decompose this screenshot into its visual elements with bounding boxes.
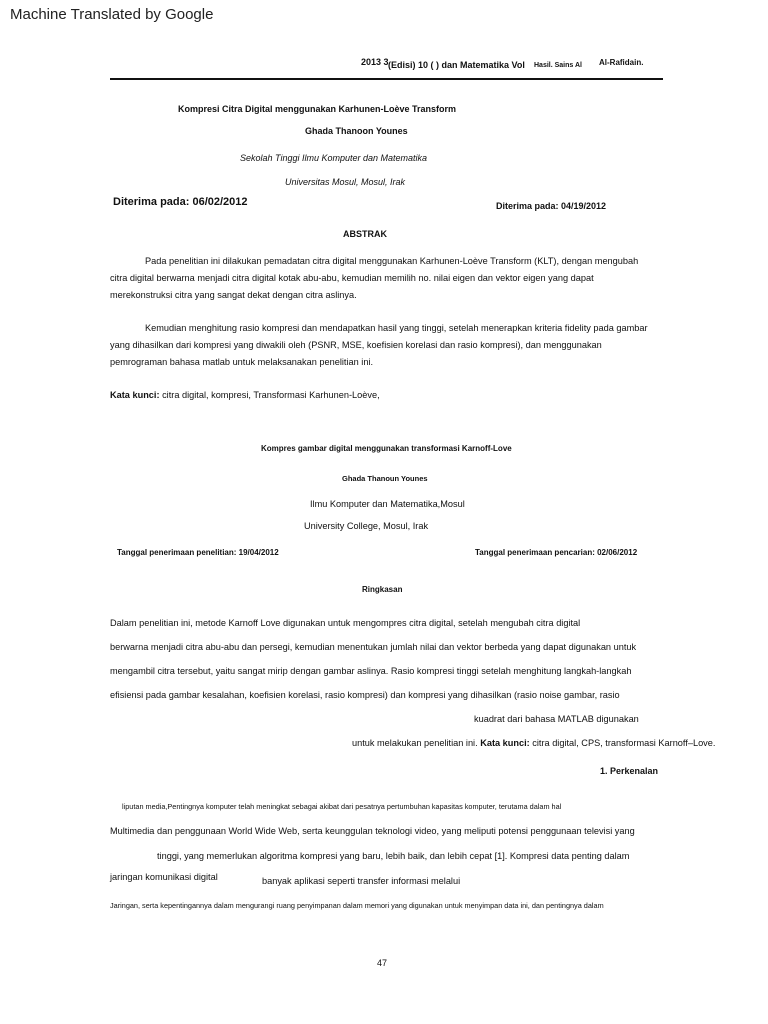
summary-line: Dalam penelitian ini, metode Karnoff Love digunakan untuk mengompres citra digital, setelah mengubah citra digital — [110, 618, 581, 628]
summary-heading: Ringkasan — [362, 585, 403, 594]
translated-affiliation-1 — [310, 499, 465, 509]
summary-last-line — [352, 738, 715, 748]
translated-affiliation-2: University College, Mosul, Irak — [304, 521, 429, 531]
header-journal-name: Al-Rafidain. — [599, 58, 644, 67]
summary-line: berwarna menjadi citra abu-abu dan persegi, kemudian menentukan jumlah nilai dan vektor berbeda yang dapat digunakan untuk — [110, 642, 637, 652]
abstract-line: Pada penelitian ini dilakukan pemadatan citra digital menggunakan Karhunen-Loève Transform (KLT), dengan mengubah — [145, 256, 639, 266]
intro-line: tinggi, yang memerlukan algoritma kompresi yang baru, lebih baik, dan lebih cepat [1]. Kompresi data penting dalam — [157, 851, 630, 861]
intro-line: jaringan komunikasi digital — [110, 872, 218, 882]
machine-translation-banner: Machine Translated by Google — [10, 6, 214, 23]
affiliation-line-2: Universitas Mosul, Mosul, Irak — [285, 177, 406, 187]
summary-line: mengambil citra tersebut, yaitu sangat mirip dengan gambar aslinya. Rasio kompresi tinggi setelah menghitung langkah-langkah — [110, 666, 632, 676]
keywords-text: citra digital, kompresi, Transformasi Karhunen-Loève, — [159, 390, 380, 400]
page-number: 47 — [377, 958, 388, 968]
abstract-line: citra digital berwarna menjadi citra digital kotak abu-abu, kemudian memilih no. nilai eigen dan vektor eigen yang dapat — [110, 273, 594, 283]
translated-title: Kompres gambar digital menggunakan transformasi Karnoff-Love — [261, 444, 512, 453]
translated-accepted-date: Tanggal penerimaan pencarian: 02/06/2012 — [475, 548, 638, 557]
header-year: 2013 3 — [361, 57, 389, 67]
summary-last-text: untuk melakukan penelitian ini. — [352, 738, 481, 748]
paper-author: Ghada Thanoon Younes — [305, 126, 408, 136]
summary-line: kuadrat dari bahasa MATLAB digunakan — [474, 714, 639, 724]
header-journal-fragment: Hasil. Sains Al — [534, 62, 582, 69]
translated-keywords-label: Kata kunci: — [480, 738, 530, 748]
header-rule — [110, 78, 663, 80]
translated-received-date: Tanggal penerimaan penelitian: 19/04/2012 — [117, 548, 279, 557]
abstract-line: Kemudian menghitung rasio kompresi dan mendapatkan hasil yang tinggi, setelah menerapkan kriteria fidelity pada gambar — [145, 323, 648, 333]
keywords-label: Kata kunci: — [110, 390, 160, 400]
intro-heading: 1. Perkenalan — [600, 766, 659, 776]
abstract-heading: ABSTRAK — [343, 229, 387, 239]
translated-keywords-text: citra digital, CPS, transformasi Karnoff–Love. — [529, 738, 716, 748]
translated-author: Ghada Thanoun Younes — [342, 474, 428, 483]
intro-line: banyak aplikasi seperti transfer informasi melalui — [262, 876, 461, 886]
affiliation-part-b: Matematika,Mosul — [390, 499, 465, 509]
intro-line: liputan media,Pentingnya komputer telah meningkat sebagai akibat dari pesatnya pertumbuhan kapasitas komputer, terutama dalam hal — [122, 802, 562, 811]
paper-title: Kompresi Citra Digital menggunakan Karhunen-Loève Transform — [178, 104, 457, 114]
intro-line: Multimedia dan penggunaan World Wide Web, serta keunggulan teknologi video, yang meliputi potensi penggunaan televisi yang — [110, 826, 635, 836]
abstract-line: pemrograman bahasa matlab untuk melaksanakan penelitian ini. — [110, 357, 374, 367]
received-date: Diterima pada: 06/02/2012 — [113, 196, 248, 208]
affiliation-line-1: Sekolah Tinggi Ilmu Komputer dan Matematika — [240, 153, 428, 163]
abstract-line: yang dihasilkan dari kompresi yang diwakili oleh (PSNR, MSE, koefisien korelasi dan rasio kompresi), dan menggunakan — [110, 340, 602, 350]
keywords — [110, 390, 380, 400]
affiliation-part-a: Ilmu Komputer dan — [310, 499, 391, 509]
abstract-line: merekonstruksi citra yang sangat dekat dengan citra aslinya. — [110, 290, 357, 300]
intro-line: Jaringan, serta kepentingannya dalam mengurangi ruang penyimpanan dalam memori yang digunakan untuk menyimpan data ini, dan pentingnya dalam — [110, 901, 604, 910]
accepted-date: Diterima pada: 04/19/2012 — [496, 201, 607, 211]
header-edition: (Edisi) 10 ( ) dan Matematika Vol — [388, 60, 525, 70]
summary-line: efisiensi pada gambar kesalahan, koefisien korelasi, rasio kompresi) dan kompresi yang dihasilkan (rasio noise gambar, rasio — [110, 690, 620, 700]
